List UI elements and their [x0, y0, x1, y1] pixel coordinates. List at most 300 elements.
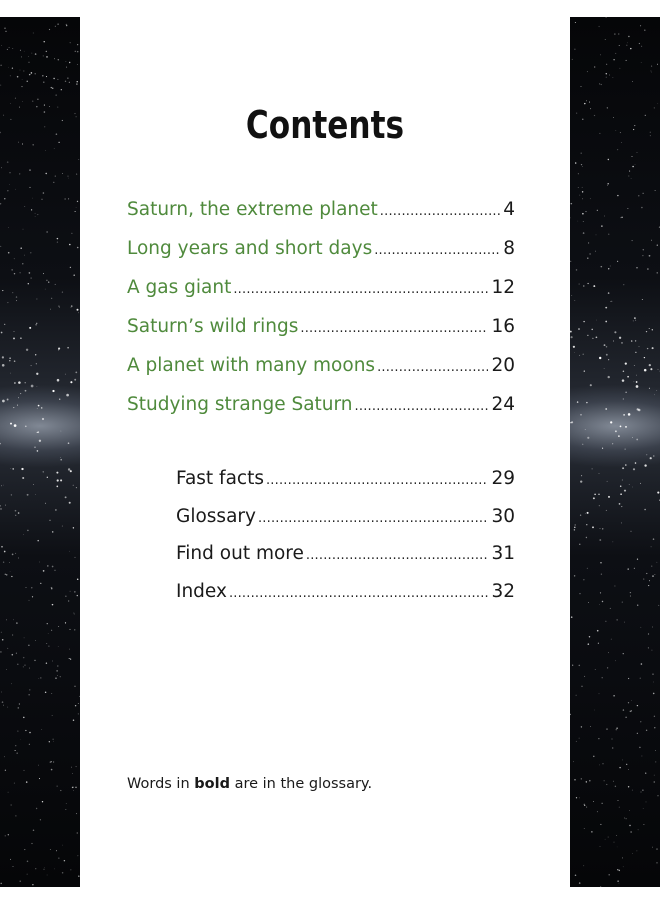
- star: [571, 336, 573, 338]
- star: [626, 764, 627, 765]
- star: [36, 323, 37, 324]
- star: [608, 234, 609, 235]
- star: [615, 53, 616, 54]
- star: [576, 695, 577, 696]
- star: [12, 468, 14, 470]
- star: [615, 660, 616, 661]
- star: [40, 677, 42, 679]
- star: [617, 261, 618, 262]
- star: [587, 258, 588, 259]
- star: [60, 457, 61, 458]
- star: [10, 119, 11, 120]
- star: [2, 639, 4, 641]
- star: [36, 373, 38, 375]
- star: [588, 643, 590, 645]
- star: [620, 426, 622, 428]
- toc-entry[interactable]: [127, 394, 515, 424]
- star: [5, 770, 6, 771]
- star: [649, 364, 651, 366]
- star: [622, 480, 623, 481]
- star: [29, 668, 30, 669]
- star: [617, 880, 618, 881]
- star: [44, 126, 45, 127]
- star: [618, 33, 619, 34]
- star: [655, 750, 656, 751]
- star: [0, 505, 1, 506]
- toc-entry-label: Saturn’s wild rings: [127, 316, 299, 337]
- star: [634, 381, 635, 382]
- star: [619, 807, 620, 808]
- star: [586, 807, 587, 808]
- star: [9, 357, 10, 358]
- star: [25, 425, 27, 427]
- star: [635, 462, 637, 464]
- star: [581, 726, 582, 727]
- star: [19, 107, 20, 108]
- star: [16, 653, 17, 654]
- star: [630, 711, 632, 713]
- star: [25, 730, 26, 731]
- star: [579, 195, 580, 196]
- star: [55, 678, 56, 679]
- star: [49, 106, 50, 107]
- star: [651, 72, 652, 73]
- star: [20, 272, 21, 273]
- toc-entry[interactable]: [127, 277, 515, 307]
- toc-entry[interactable]: [127, 199, 515, 229]
- star: [610, 608, 611, 609]
- star: [70, 470, 72, 472]
- star: [591, 831, 592, 832]
- star: [50, 309, 51, 310]
- star: [602, 448, 603, 449]
- star: [622, 759, 623, 760]
- star: [628, 702, 629, 703]
- star: [21, 468, 23, 470]
- star: [625, 392, 626, 393]
- star: [1, 332, 3, 334]
- star: [633, 129, 634, 130]
- star: [583, 579, 584, 580]
- star: [35, 53, 37, 55]
- toc-entry[interactable]: [127, 355, 515, 385]
- star: [641, 756, 642, 757]
- star: [23, 534, 24, 535]
- star: [51, 587, 53, 589]
- star: [55, 509, 56, 510]
- star: [606, 73, 607, 74]
- star: [644, 29, 645, 30]
- star: [638, 829, 639, 830]
- star: [605, 39, 606, 40]
- star: [35, 868, 36, 869]
- star: [581, 686, 582, 687]
- star: [601, 225, 602, 226]
- star: [43, 82, 44, 83]
- star: [78, 713, 79, 714]
- star: [584, 103, 585, 104]
- star: [57, 242, 58, 243]
- star: [1, 485, 2, 486]
- star: [14, 783, 15, 784]
- star: [582, 213, 584, 215]
- star: [631, 700, 632, 701]
- star: [54, 869, 55, 870]
- toc-entry[interactable]: [127, 238, 515, 268]
- star: [584, 676, 585, 677]
- star: [579, 355, 580, 356]
- star: [629, 171, 630, 172]
- star: [46, 51, 47, 52]
- star: [635, 340, 636, 341]
- star: [636, 267, 637, 268]
- star: [624, 622, 625, 623]
- star: [18, 142, 19, 143]
- star: [43, 273, 44, 274]
- star: [653, 682, 654, 683]
- star: [8, 252, 10, 254]
- star: [648, 633, 649, 634]
- star: [650, 70, 651, 71]
- star: [55, 284, 56, 285]
- star: [20, 881, 21, 882]
- star: [65, 81, 66, 82]
- toc-entry-label: Studying strange Saturn: [127, 394, 353, 415]
- star: [579, 882, 581, 884]
- glossary-note-text-end: are in the glossary.: [229, 776, 373, 792]
- star: [581, 475, 582, 476]
- star: [655, 574, 656, 575]
- star: [587, 437, 589, 439]
- toc-entry[interactable]: [176, 543, 515, 573]
- star: [574, 49, 575, 50]
- star: [600, 824, 601, 825]
- star: [597, 630, 599, 632]
- star: [10, 468, 11, 469]
- toc-entry[interactable]: [176, 581, 515, 611]
- star: [612, 443, 613, 444]
- star: [58, 306, 59, 307]
- star: [53, 739, 54, 740]
- star: [42, 801, 43, 802]
- star: [39, 440, 41, 442]
- star: [629, 810, 630, 811]
- star: [35, 354, 36, 355]
- star: [637, 705, 638, 706]
- star: [58, 59, 59, 60]
- star: [17, 405, 18, 406]
- star: [43, 55, 44, 56]
- star: [644, 369, 647, 372]
- star: [58, 858, 59, 859]
- star: [636, 385, 639, 388]
- star: [70, 658, 71, 659]
- star: [57, 675, 58, 676]
- starfield-left-image: [0, 17, 80, 887]
- star: [77, 44, 78, 45]
- glossary-note-bold: bold: [194, 776, 230, 792]
- star: [78, 855, 79, 856]
- star: [15, 750, 16, 751]
- star: [8, 792, 9, 793]
- star: [629, 825, 630, 826]
- star: [21, 86, 22, 87]
- star: [620, 493, 622, 495]
- star: [13, 331, 14, 332]
- star: [31, 72, 33, 74]
- star: [35, 73, 36, 74]
- star: [621, 522, 622, 523]
- star: [647, 268, 649, 270]
- star: [22, 101, 23, 102]
- star: [14, 382, 16, 384]
- star: [619, 503, 621, 505]
- star: [57, 238, 58, 239]
- star: [56, 850, 57, 851]
- toc-page-number: 12: [491, 277, 515, 298]
- toc-entry[interactable]: [176, 468, 515, 498]
- star: [590, 198, 591, 199]
- star: [649, 328, 650, 329]
- star: [10, 373, 11, 374]
- star: [70, 629, 71, 630]
- star: [574, 352, 575, 353]
- star: [60, 790, 61, 791]
- dot-leader: [229, 586, 489, 601]
- toc-page-number: 32: [491, 581, 515, 602]
- star: [73, 527, 74, 528]
- star: [626, 818, 627, 819]
- star: [23, 657, 24, 658]
- star: [635, 352, 636, 353]
- star: [649, 580, 650, 581]
- star: [608, 376, 610, 378]
- star: [606, 784, 607, 785]
- star: [621, 142, 622, 143]
- star: [570, 261, 571, 262]
- star: [606, 346, 608, 348]
- toc-page-number: 30: [491, 506, 515, 527]
- star: [574, 527, 575, 528]
- star: [593, 756, 594, 757]
- star: [29, 62, 30, 63]
- star: [27, 81, 28, 82]
- star: [575, 162, 577, 164]
- star: [598, 643, 599, 644]
- star: [55, 570, 56, 571]
- star: [640, 791, 641, 792]
- star: [619, 870, 621, 872]
- star: [623, 398, 624, 399]
- star: [31, 278, 32, 279]
- star: [586, 100, 587, 101]
- star: [68, 468, 70, 470]
- star: [10, 75, 11, 76]
- star: [583, 354, 584, 355]
- star: [32, 198, 33, 199]
- star: [627, 568, 628, 569]
- star: [576, 113, 577, 114]
- star: [636, 381, 638, 383]
- star: [57, 79, 58, 80]
- star: [619, 45, 620, 46]
- star: [604, 780, 605, 781]
- star: [74, 591, 75, 592]
- star: [646, 573, 647, 574]
- star: [75, 705, 76, 706]
- star: [10, 103, 11, 104]
- star: [592, 526, 594, 528]
- star: [585, 211, 586, 212]
- star: [77, 309, 79, 311]
- star: [623, 414, 625, 416]
- star: [604, 216, 605, 217]
- star: [73, 720, 74, 721]
- star: [587, 512, 589, 514]
- star: [639, 747, 641, 749]
- star: [16, 296, 17, 297]
- star: [599, 539, 601, 541]
- star: [574, 575, 575, 576]
- star: [614, 842, 615, 843]
- star: [12, 554, 14, 556]
- star: [586, 524, 587, 525]
- star: [608, 652, 609, 653]
- star: [31, 385, 34, 388]
- star: [23, 717, 25, 719]
- star: [41, 729, 42, 730]
- star: [607, 185, 608, 186]
- star: [68, 442, 70, 444]
- star: [574, 524, 575, 525]
- contents-page: [80, 0, 570, 904]
- star: [653, 538, 655, 540]
- star: [570, 331, 572, 333]
- star: [651, 566, 652, 567]
- star: [599, 505, 600, 506]
- star: [619, 883, 620, 884]
- toc-entry[interactable]: [127, 316, 515, 346]
- star: [597, 210, 598, 211]
- star: [29, 169, 30, 170]
- star: [18, 397, 19, 398]
- star: [584, 805, 585, 806]
- star: [606, 728, 608, 730]
- star: [595, 669, 596, 670]
- star: [637, 605, 638, 606]
- star: [60, 479, 62, 481]
- star: [643, 193, 644, 194]
- star: [653, 455, 654, 456]
- star: [608, 268, 609, 269]
- star: [37, 540, 39, 542]
- star: [636, 439, 638, 441]
- star: [45, 692, 46, 693]
- star: [570, 714, 571, 715]
- star: [613, 77, 614, 78]
- star: [625, 362, 627, 364]
- star: [22, 143, 23, 144]
- star: [643, 824, 644, 825]
- star: [627, 42, 628, 43]
- star: [0, 883, 2, 885]
- star: [36, 808, 37, 809]
- star: [589, 253, 590, 254]
- star: [634, 568, 635, 569]
- star: [630, 592, 631, 593]
- star: [60, 676, 61, 677]
- star: [20, 70, 21, 71]
- dot-leader: [306, 548, 489, 563]
- star: [62, 292, 63, 293]
- star: [599, 765, 600, 766]
- star: [646, 331, 647, 332]
- star: [32, 884, 33, 885]
- star: [596, 336, 598, 338]
- star: [5, 574, 6, 575]
- star: [590, 726, 591, 727]
- star: [32, 100, 33, 101]
- star: [76, 487, 77, 488]
- star: [6, 574, 7, 575]
- star: [585, 429, 586, 430]
- star: [570, 217, 571, 218]
- star: [582, 191, 583, 192]
- star: [622, 602, 623, 603]
- star: [27, 530, 29, 532]
- star: [650, 132, 651, 133]
- star: [3, 485, 4, 486]
- star: [630, 831, 631, 832]
- star: [56, 486, 58, 488]
- star: [641, 62, 642, 63]
- star: [629, 484, 630, 485]
- star: [617, 195, 618, 196]
- star: [51, 630, 52, 631]
- star: [68, 198, 69, 199]
- star: [52, 715, 53, 716]
- star: [657, 562, 658, 563]
- star: [652, 347, 654, 349]
- star: [32, 144, 34, 146]
- star: [587, 335, 588, 336]
- star: [11, 683, 12, 684]
- toc-page-number: 20: [491, 355, 515, 376]
- star: [643, 578, 644, 579]
- star: [588, 283, 589, 284]
- star: [622, 467, 624, 469]
- star: [619, 767, 620, 768]
- star: [62, 120, 63, 121]
- star: [652, 847, 653, 848]
- star: [17, 664, 18, 665]
- star: [586, 537, 587, 538]
- toc-entry-label: Fast facts: [176, 468, 264, 489]
- star: [24, 665, 25, 666]
- glossary-note: [127, 776, 372, 792]
- star: [0, 651, 2, 653]
- star: [73, 612, 74, 613]
- star: [611, 301, 612, 302]
- star: [68, 178, 69, 179]
- star: [581, 778, 582, 779]
- star: [591, 329, 593, 331]
- star: [608, 496, 610, 498]
- star: [608, 292, 610, 294]
- star: [642, 299, 643, 300]
- star: [14, 273, 15, 274]
- toc-entry[interactable]: [176, 506, 515, 536]
